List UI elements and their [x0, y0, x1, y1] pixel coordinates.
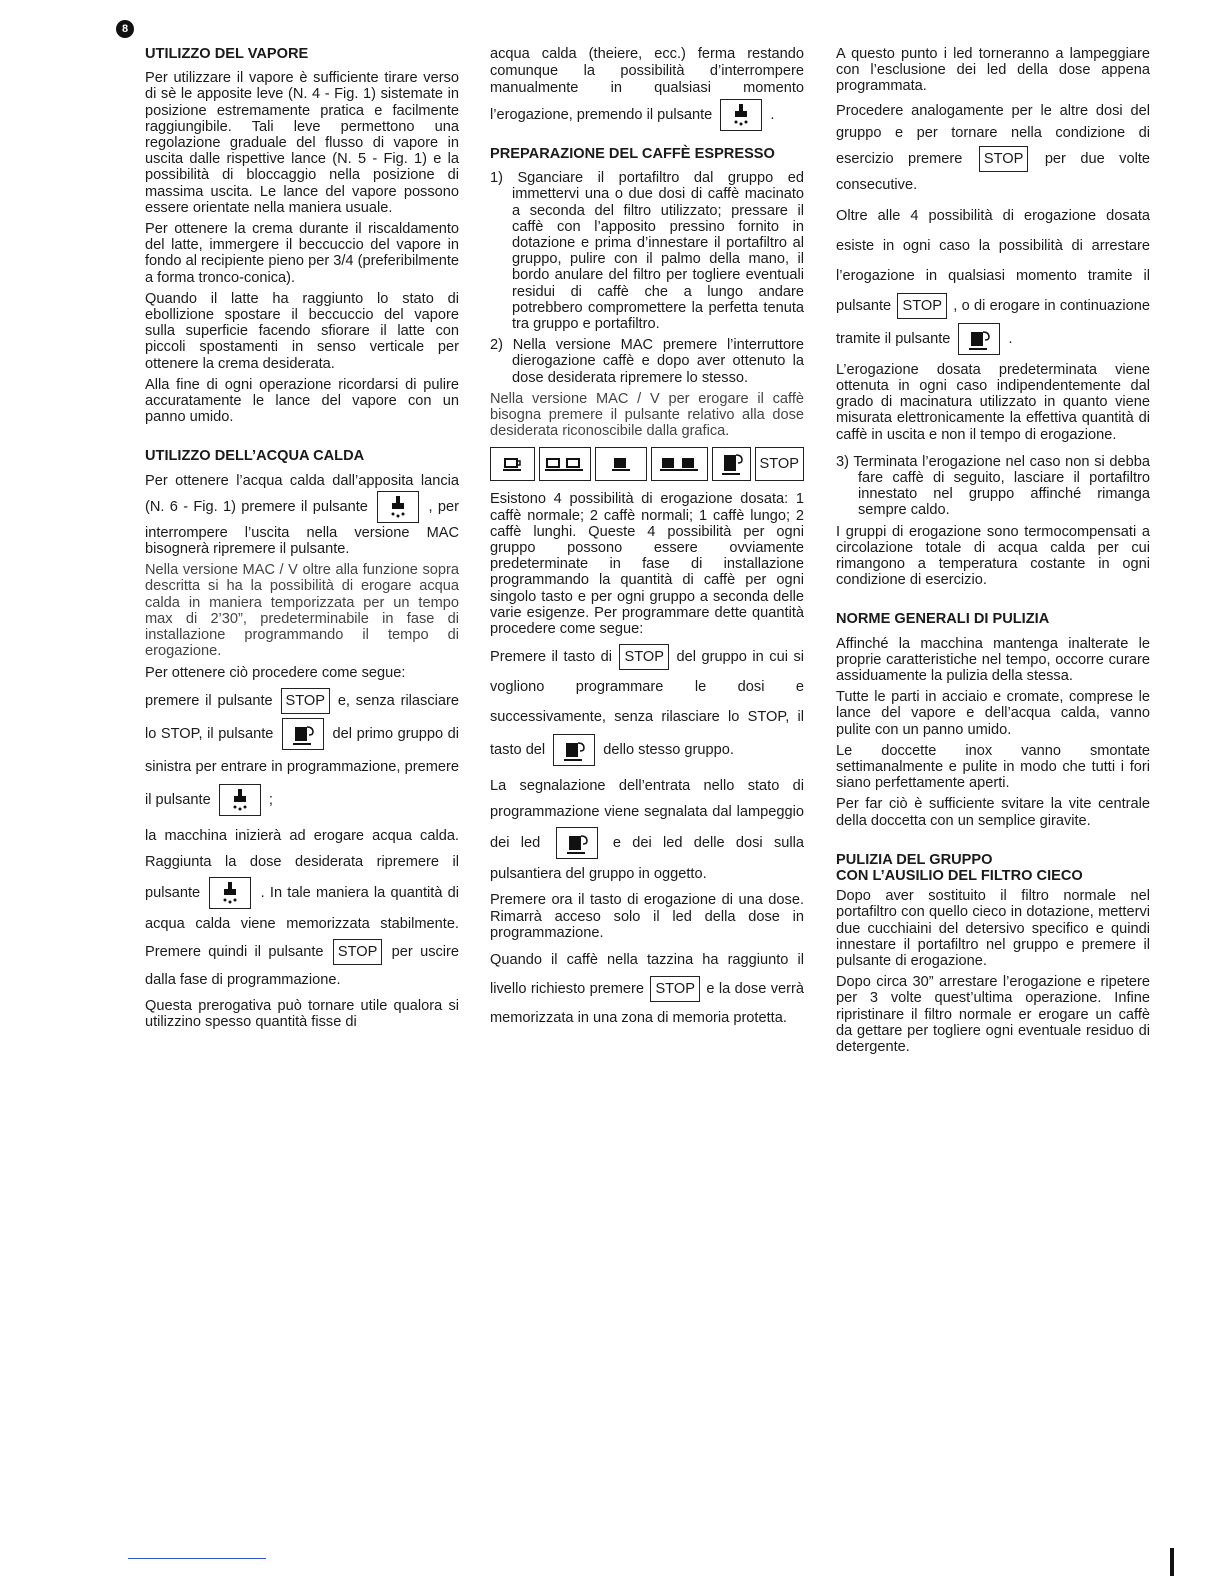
hot-water-icon: [209, 877, 251, 909]
para-prog-1: Premere il tasto di STOP del gruppo in cui si vogliono programmare le dosi e successivamente, senza rilasciare lo STOP, il tasto del dello stesso gruppo.: [490, 642, 804, 768]
stop-key: STOP: [333, 939, 382, 965]
continuous-coffee-icon: [282, 718, 324, 750]
single-cup-icon: [490, 447, 535, 481]
column-3: [836, 46, 1150, 1060]
step-2: 2) Nella versione MAC premere l’interruttore dierogazione caffè e dopo aver ottenuto la dose desiderata ripremere lo stesso.: [490, 337, 804, 386]
stop-key: STOP: [619, 644, 668, 670]
para-c3-3: Oltre alle 4 possibilità di erogazione dosata esiste in ogni caso la possibilità di arrestare l’erogazione in qualsiasi momento tramite il pulsante STOP , o di erogare in continuazione tramite il pulsante .: [836, 201, 1150, 357]
para-mac-v: Nella versione MAC / V per erogare il caffè bisogna premere il pulsante relativo alla dose desiderata riconoscibile dalla grafica.: [490, 390, 804, 440]
hot-water-icon: [219, 784, 261, 816]
stop-key: STOP: [897, 293, 946, 319]
para-water-6: Questa prerogativa può tornare utile qualora si utilizzino spesso quantità fisse di: [145, 997, 459, 1031]
para-water-4: premere il pulsante STOP e, senza rilasciare lo STOP, il pulsante del primo gruppo di sinistra per entrare in programmazione, premere il pulsante ;: [145, 686, 459, 818]
para-cont-1: acqua calda (theiere, ecc.) ferma restando comunque la possibilità d’interrompere manualmente in qualsiasi momento l’erogazione, premendo il pulsante .: [490, 46, 804, 133]
para-c3-2: Procedere analogamente per le altre dosi del gruppo e per tornare nella condizione di esercizio premere STOP per due volte consecutive.: [836, 102, 1150, 193]
para-prog-3: Premere ora il tasto di erogazione di una dose. Rimarrà acceso solo il led della dose in programmazione.: [490, 892, 804, 941]
para-prog-2: La segnalazione dell’entrata nello stato di programmazione viene segnalata dal lampeggio dei led e dei led delle dosi sulla pulsantiera del gruppo in oggetto.: [490, 778, 804, 883]
double-long-cup-icon: [651, 447, 707, 481]
continuous-coffee-icon: [958, 323, 1000, 355]
single-long-cup-icon: [595, 447, 647, 481]
para-c3-5: I gruppi di erogazione sono termocompensati a circolazione totale di acqua calda per cui rimangono a temperatura costante in ogni condizione di esercizio.: [836, 523, 1150, 589]
column-2: [490, 46, 804, 1037]
para-c3-6: Affinché la macchina mantenga inalterate le proprie caratteristiche nel tempo, occorre curare assiduamente la pulizia della stessa.: [836, 635, 1150, 684]
footer-rule: [128, 1558, 266, 1559]
heading-espresso: PREPARAZIONE DEL CAFFÈ ESPRESSO: [490, 146, 775, 162]
para-c3-11: Dopo circa 30” arrestare l’erogazione e ripetere per 3 volte quest’ultima operazione. Infine ripristinare il filtro normale er erogare un caffè da gettare per togliere ogni eventuale residuo di detergente.: [836, 974, 1150, 1056]
para-c3-7: Tutte le parti in acciaio e cromate, comprese le lance del vapore e dell’acqua calda, vanno pulite con un panno umido.: [836, 689, 1150, 738]
page-edge-mark: [1170, 1548, 1174, 1576]
para-water-1: Per ottenere l’acqua calda dall’apposita lancia (N. 6 - Fig. 1) premere il pulsante , per interrompere l’uscita nella versione MAC bisognerà ripremere il pulsante.: [145, 472, 459, 558]
step-1: 1) Sganciare il portafiltro dal gruppo ed immettervi una o due dosi di caffè macinato a seconda del filtro utilizzato; pressare il caffè con l’apposito pressino fornito in dotazione e prima d’innestare il portafiltro al gruppo, pulire con il palmo della mano, il bordo anulare del filtro per togliere eventuali residui di caffè che a lungo andare potrebbero compromettere la perfetta tenuta tra gruppo e portafiltro.: [490, 170, 804, 333]
para-steam-3: Quando il latte ha raggiunto lo stato di ebollizione spostare il beccuccio del vapore sulla superficie facendo sfiorare il latte con piccoli spostamenti in senso verticale per ottenere la crema desiderata.: [145, 290, 459, 372]
heading-group-cleaning: PULIZIA DEL GRUPPO CON L’AUSILIO DEL FILTRO CIECO: [836, 851, 1083, 885]
para-steam-4: Alla fine di ogni operazione ricordarsi di pulire accuratamente le lance del vapore con un panno umido.: [145, 376, 459, 426]
hot-water-icon: [720, 99, 762, 131]
heading-cleaning: NORME GENERALI DI PULIZIA: [836, 611, 1050, 628]
para-doses: Esistono 4 possibilità di erogazione dosata: 1 caffè normale; 2 caffè normali; 1 caffè lungo; 2 caffè lunghi. Queste 4 possibilità per ogni gruppo possono essere ovviamente predeterminate in fase di installazione programmando la quantità di caffè per ogni singolo tasto e per ogni gruppo a seconda delle varie esigenze. Per programmare dette quantità procedere come segue:: [490, 491, 804, 638]
double-cup-icon: [539, 447, 591, 481]
para-steam-2: Per ottenere la crema durante il riscaldamento del latte, immergere il beccuccio del vapore in fondo al recipiente pieno per 3/4 (preferibilmente a forma tronco-conica).: [145, 221, 459, 286]
heading-steam: UTILIZZO DEL VAPORE: [145, 46, 309, 62]
para-c3-1: A questo punto i led torneranno a lampeggiare con l’esclusione dei led della dose appena programmata.: [836, 46, 1150, 95]
dose-buttons-row: [490, 447, 804, 481]
heading-hot-water: UTILIZZO DELL’ACQUA CALDA: [145, 448, 365, 465]
continuous-coffee-icon: [712, 447, 751, 481]
para-steam-1: Per utilizzare il vapore è sufficiente tirare verso di sè le apposite leve (N. 4 - Fig. 1) sistemate in posizione estremamente pratica e facilmente raggiungibile. Tali leve permettono una regolazione graduale del flusso di vapore in uscita dalle rispettive lance (N. 5 - Fig. 1) e la possibilità di bloccaggio nella posizione di massima uscita. Le lance del vapore possono essere orientate nella maniera usuale.: [145, 70, 459, 216]
column-1: [145, 46, 459, 1035]
para-water-5: la macchina inizierà ad erogare acqua calda. Raggiunta la dose desiderata ripremere il pulsante . In tale maniera la quantità di acqua calda viene memorizzata stabilmente. Premere quindi il pulsante STOP per uscire dalla fase di programmazione.: [145, 827, 460, 988]
para-c3-10: Dopo aver sostituito il filtro normale nel portafiltro con quello cieco in dotazione, mettervi due cucchiaini del detersivo specifico e quindi innestare il portafiltro nel gruppo e premere il pulsante di erogazione.: [836, 888, 1150, 970]
continuous-coffee-icon: [556, 827, 598, 859]
step-3: 3) Terminata l’erogazione nel caso non si debba fare caffè di seguito, lasciare il portafiltro innestato nel gruppo affinché rimanga sempre caldo.: [836, 453, 1150, 519]
para-c3-8: Le doccette inox vanno smontate settimanalmente e pulite in modo che tutti i fori siano perfettamente aperti.: [836, 742, 1150, 792]
stop-key: STOP: [979, 146, 1028, 172]
page-number-badge: 8: [116, 20, 134, 38]
para-c3-4: L’erogazione dosata predeterminata viene ottenuta in ogni caso indipendentemente dal grado di macinatura utilizzato in quanto viene misurata elettronicamente la effettiva quantità di caffè in uscita e non il tempo di erogazione.: [836, 361, 1150, 443]
para-c3-9: Per far ciò è sufficiente svitare la vite centrale della doccetta con un semplice giravite.: [836, 796, 1150, 829]
stop-key: STOP: [281, 688, 330, 714]
para-water-3: Per ottenere ciò procedere come segue:: [145, 664, 406, 681]
continuous-coffee-icon: [553, 734, 595, 766]
para-prog-4: Quando il caffè nella tazzina ha raggiunto il livello richiesto premere STOP e la dose verrà memorizzata in una zona di memoria protetta.: [490, 952, 804, 1027]
hot-water-icon: [377, 491, 419, 523]
para-water-2: Nella versione MAC / V oltre alla funzione sopra descritta si ha la possibilità di erogare acqua calda in maniera temporizzata per un tempo max di 2’30”, predeterminabile in fase di installazione programmando il tempo di erogazione.: [145, 562, 459, 660]
stop-key: STOP: [650, 976, 699, 1002]
stop-key: STOP: [755, 447, 804, 481]
